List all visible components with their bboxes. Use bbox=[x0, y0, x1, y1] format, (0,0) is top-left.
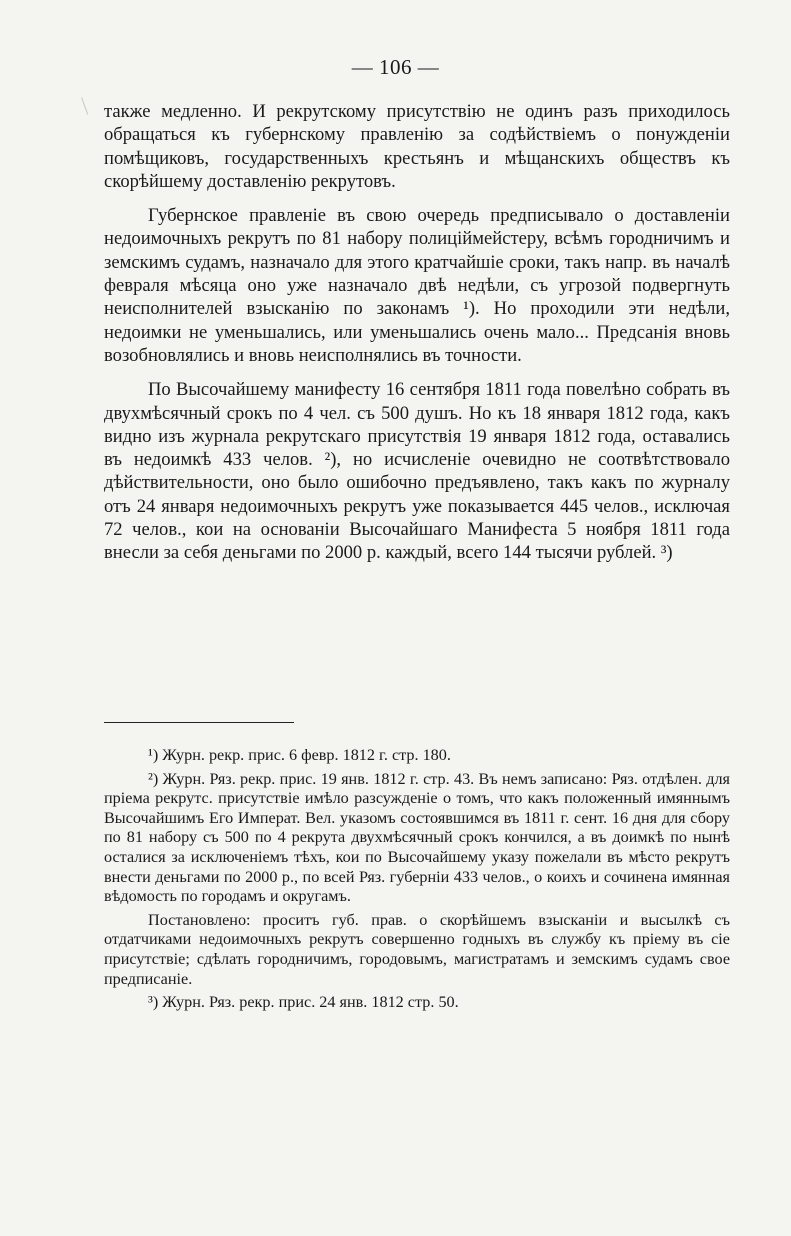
footnotes bbox=[104, 746, 730, 1017]
main-text bbox=[104, 100, 730, 576]
paragraph-2: Губернское правленіе въ свою очередь предписывало о доставленіи недоимочныхъ рекрутъ по 81 набору полиціймейстеру, всѣмъ городничимъ и земскимъ судамъ, назначало для этого кратчайшіе сроки, такъ напр. въ началѣ февраля мѣсяца оно уже назначало двѣ недѣли, съ угрозой подвергнуть неисполнителей взысканію по законамъ ¹). Но проходили эти недѣли, недоимки не уменьшались, или уменьшались очень мало... Предсанія вновь возобновлялись и вновь неисполнялись въ точности. bbox=[104, 205, 730, 366]
footnote-1: ¹) Журн. рекр. прис. 6 февр. 1812 г. стр. 180. bbox=[148, 746, 451, 764]
footnote-2-continuation: Постановлено: проситъ губ. прав. о скорѣйшемъ взысканіи и высылкѣ съ отдатчиками недоимочныхъ рекрутъ совершенно годныхъ въ службу къ пріему въ сіе присутствіе; сдѣлать городничимъ, городовымъ, магистратамъ и земскимъ судамъ свое предписаніе. bbox=[104, 910, 730, 988]
margin-pencil-mark bbox=[81, 95, 94, 114]
paragraph-3: По Высочайшему манифесту 16 сентября 1811 года повелѣно собрать въ двухмѣсячный срокъ по 4 чел. съ 500 душъ. Но къ 18 января 1812 года, какъ видно изъ журнала рекрутскаго присутствія 19 января 1812 года, оставались въ недоимкѣ 433 челов. ²), но исчисленіе очевидно не соотвѣтствовало дѣйствительности, оно было ошибочно предъявлено, такъ какъ по журналу отъ 24 января недоимочныхъ рекрутъ уже показывается 445 челов., исключая 72 челов., кои на основаніи Высочайшаго Манифеста 5 ноября 1811 года внесли за себя деньгами по 2000 р. каждый, всего 144 тысячи рублей. ³) bbox=[104, 379, 730, 564]
footnote-divider bbox=[104, 722, 294, 723]
paragraph-1: также медленно. И рекрутскому присутствію не одинъ разъ приходилось обращаться къ губернскому правленію за содѣйствіемъ о понужденіи помѣщиковъ, государственныхъ крестьянъ и мѣщанскихъ обществъ къ скорѣйшему доставленію рекрутовъ. bbox=[104, 101, 730, 192]
footnote-2: ²) Журн. Ряз. рекр. прис. 19 янв. 1812 г. стр. 43. Въ немъ записано: Ряз. отдѣлен. для пріема рекрутс. присутствіе имѣло разсужденіе о томъ, что какъ положенный имяннымъ Высочайшимъ Его Императ. Вел. указомъ состоявшимся въ 1811 г. сент. 16 дня для сбору по 81 набору съ 500 по 4 рекрута двухмѣсячный срокъ кончился, а въ доимкѣ по нынѣ осталися за исключеніемъ тѣхъ, кои по Высочайшему указу пожелали въ мѣсто рекрутъ внести деньгами по 2000 р., по всей Ряз. губерніи 433 челов., о коихъ и сочинена имянная вѣдомость по городамъ и округамъ. bbox=[104, 769, 730, 906]
footnote-3: ³) Журн. Ряз. рекр. прис. 24 янв. 1812 стр. 50. bbox=[148, 993, 459, 1012]
page-number: — 106 — bbox=[351, 55, 440, 79]
